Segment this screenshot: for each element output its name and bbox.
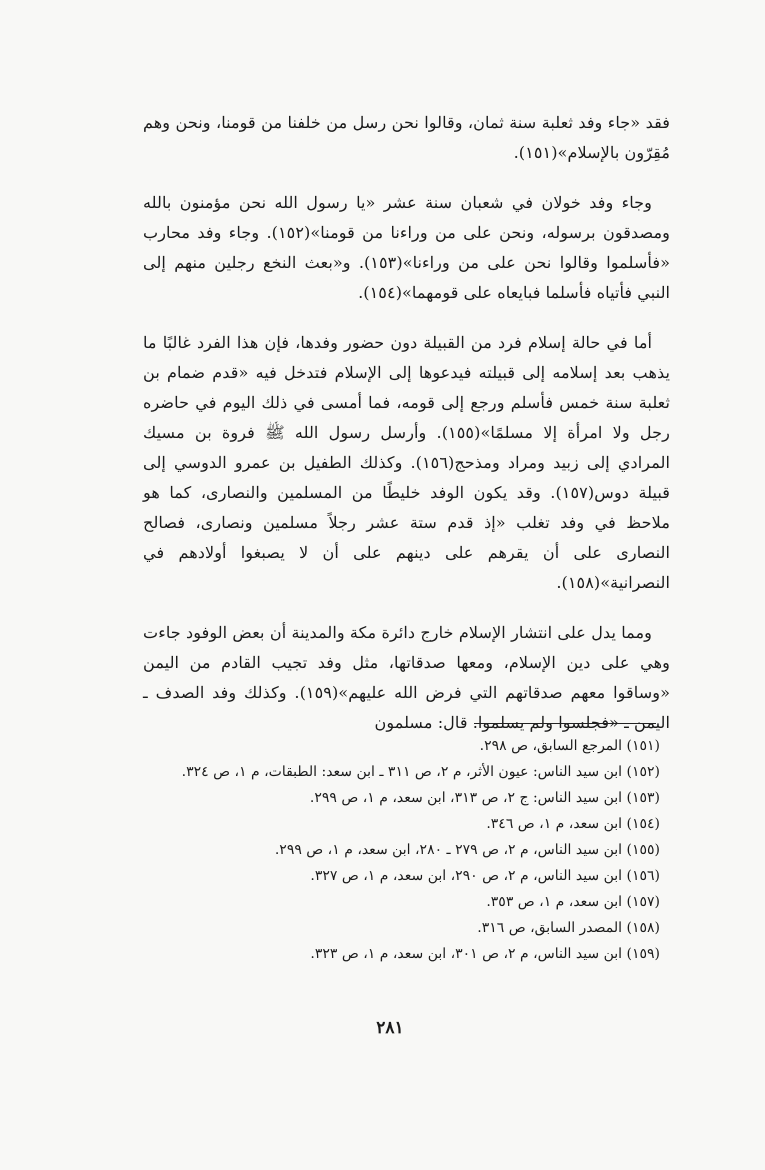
footnote-divider [474, 723, 656, 724]
footnote: (١٥١) المرجع السابق، ص ٢٩٨. [479, 738, 660, 754]
main-text [143, 108, 670, 738]
page-number: ٢٨١ [376, 1018, 404, 1038]
footnote: (١٥٨) المصدر السابق، ص ٣١٦. [477, 920, 660, 936]
footnotes-list [160, 733, 660, 967]
footnote: (١٥٣) ابن سيد الناس: ج ٢، ص ٣١٣، ابن سعد، م ١، ص ٢٩٩. [309, 790, 660, 806]
paragraph: وجاء وفد خولان في شعبان سنة عشر «يا رسول الله نحن مؤمنون بالله ومصدقون برسوله، ونحن على من وراءنا من قومنا»(١٥٢). وجاء وفد محارب «فأسلموا وقالوا نحن على من وراءنا»(١٥٣). و«بعث النخع رجلين منهم إلى النبي فأتياه فأسلما فبايعاه على قومهما»(١٥٤). [143, 193, 670, 302]
footnote: (١٥٥) ابن سيد الناس، م ٢، ص ٢٧٩ ـ ٢٨٠، ابن سعد، م ١، ص ٢٩٩. [274, 842, 660, 858]
footnote: (١٥٤) ابن سعد، م ١، ص ٣٤٦. [486, 816, 660, 832]
footnote: (١٥٦) ابن سيد الناس، م ٢، ص ٢٩٠، ابن سعد، م ١، ص ٣٢٧. [310, 868, 660, 884]
paragraph: فقد «جاء وفد ثعلبة سنة ثمان، وقالوا نحن رسل من خلفنا من قومنا، ونحن وهم مُقِرّون بالإسلام»(١٥١). [143, 113, 670, 162]
footnote: (١٥٩) ابن سيد الناس، م ٢، ص ٣٠١، ابن سعد، م ١، ص ٣٢٣. [310, 946, 660, 962]
footnote: (١٥٢) ابن سيد الناس: عيون الأثر، م ٢، ص ٣١١ ـ ابن سعد: الطبقات، م ١، ص ٣٢٤. [181, 764, 660, 780]
paragraph: ومما يدل على انتشار الإسلام خارج دائرة مكة والمدينة أن بعض الوفود جاءت وهي على دين الإسلام، ومعها صدقاتها، مثل وفد تجيب القادم من اليمن «وساقوا معهم صدقاتهم التي فرض الله عليهم»(١٥٩). وكذلك وفد الصدف ـ اليمن ـ «فجلسوا ولم يسلموا. قال: مسلمون [143, 623, 670, 732]
footnote: (١٥٧) ابن سعد، م ١، ص ٣٥٣. [486, 894, 660, 910]
paragraph: أما في حالة إسلام فرد من القبيلة دون حضور وفدها، فإن هذا الفرد غالبًا ما يذهب بعد إسلامه إلى قبيلته فيدعوها إلى الإسلام فتدخل فيه «قدم ضمام بن ثعلبة سنة خمس فأسلم ورجع إلى قومه، فما أمسى في ذلك اليوم في حاضره رجل ولا امرأة إلا مسلمًا»(١٥٥). وأرسل رسول الله ﷺ فروة بن مسيك المرادي إلى زبيد ومراد ومذحج(١٥٦). وكذلك الطفيل بن عمرو الدوسي إلى قبيلة دوس(١٥٧). وقد يكون الوفد خليطًا من المسلمين والنصارى، كما هو ملاحظ في وفد تغلب «إذ قدم ستة عشر رجلاً مسلمين ونصارى، فصالح النصارى على أن يقرهم على دينهم على أن لا يصبغوا أولادهم في النصرانية»(١٥٨). [143, 333, 670, 592]
